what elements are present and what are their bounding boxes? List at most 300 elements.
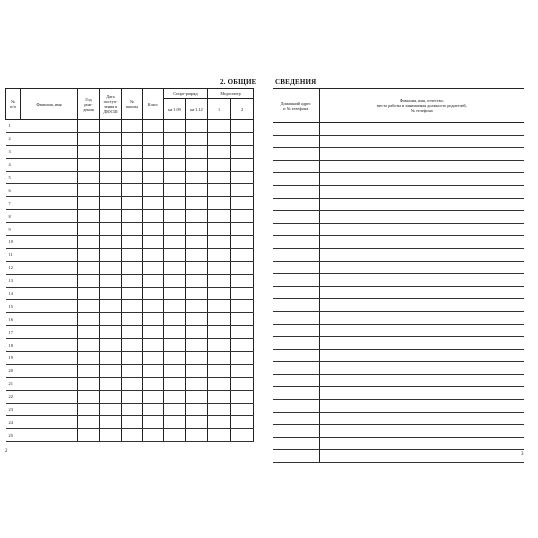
cell-address	[273, 198, 319, 211]
cell-parents	[319, 412, 524, 425]
cell-parents	[319, 123, 524, 136]
table-cell	[208, 145, 231, 158]
table-cell	[122, 210, 143, 223]
table-cell	[78, 132, 100, 145]
table-cell	[231, 300, 254, 313]
page-number-left: 2	[5, 449, 8, 454]
table-cell	[231, 158, 254, 171]
header-parents: Фамилия, имя, отчество, место работы и занимаемая должность родителей, № телефона	[319, 89, 524, 123]
table-cell	[186, 261, 208, 274]
cell-parents	[319, 425, 524, 438]
cell-fio	[21, 326, 78, 339]
cell-address	[273, 374, 319, 387]
table-cell	[208, 210, 231, 223]
table-cell	[231, 364, 254, 377]
cell-address	[273, 412, 319, 425]
table-cell	[186, 377, 208, 390]
table-cell	[231, 197, 254, 210]
table-cell	[122, 300, 143, 313]
table-cell	[143, 236, 164, 249]
table-cell	[122, 236, 143, 249]
table-cell	[208, 171, 231, 184]
table-cell	[78, 403, 100, 416]
table-row	[6, 261, 254, 274]
table-row	[6, 287, 254, 300]
cell-parents	[319, 185, 524, 198]
table-cell	[122, 274, 143, 287]
table-cell	[78, 416, 100, 429]
table-cell	[100, 364, 122, 377]
table-cell	[100, 223, 122, 236]
table-cell	[100, 248, 122, 261]
row-number: 6	[6, 184, 21, 197]
cell-fio	[21, 171, 78, 184]
row-number: 15	[6, 300, 21, 313]
table-cell	[164, 223, 186, 236]
cell-fio	[21, 132, 78, 145]
header-birth-year: Год рож- дения	[78, 89, 100, 120]
table-cell	[186, 326, 208, 339]
table-cell	[122, 352, 143, 365]
table-cell	[143, 197, 164, 210]
table-cell	[186, 145, 208, 158]
table-cell	[231, 184, 254, 197]
table-cell	[164, 197, 186, 210]
row-number: 10	[6, 236, 21, 249]
table-cell	[122, 145, 143, 158]
cell-parents	[319, 223, 524, 236]
cell-parents	[319, 286, 524, 299]
table-cell	[186, 313, 208, 326]
table-cell	[164, 403, 186, 416]
header-school-no: № школы	[122, 89, 143, 120]
table-cell	[143, 352, 164, 365]
cell-address	[273, 160, 319, 173]
cell-address	[273, 123, 319, 136]
table-row	[273, 425, 524, 438]
table-row	[273, 387, 524, 400]
cell-parents	[319, 400, 524, 413]
table-cell	[186, 210, 208, 223]
table-cell	[186, 184, 208, 197]
table-row	[273, 324, 524, 337]
cell-parents	[319, 261, 524, 274]
table-cell	[186, 197, 208, 210]
table-cell	[78, 300, 100, 313]
table-cell	[122, 158, 143, 171]
right-page	[268, 0, 538, 538]
table-cell	[208, 300, 231, 313]
table-cell	[122, 120, 143, 133]
row-number: 24	[6, 416, 21, 429]
header-fio: Фамилия, имя	[21, 89, 78, 120]
table-cell	[208, 132, 231, 145]
table-cell	[186, 223, 208, 236]
table-cell	[143, 184, 164, 197]
table-cell	[122, 403, 143, 416]
cell-address	[273, 286, 319, 299]
row-number: 20	[6, 364, 21, 377]
table-cell	[78, 287, 100, 300]
cell-fio	[21, 352, 78, 365]
row-number: 25	[6, 429, 21, 442]
table-row	[273, 437, 524, 450]
table-cell	[78, 223, 100, 236]
table-cell	[164, 145, 186, 158]
cell-address	[273, 311, 319, 324]
table-row	[273, 236, 524, 249]
cell-parents	[319, 387, 524, 400]
table-row	[6, 390, 254, 403]
table-cell	[231, 210, 254, 223]
table-cell	[100, 274, 122, 287]
cell-fio	[21, 339, 78, 352]
cell-parents	[319, 337, 524, 350]
table-cell	[164, 390, 186, 403]
students-table	[5, 88, 254, 442]
table-cell	[100, 261, 122, 274]
cell-fio	[21, 236, 78, 249]
table-cell	[100, 300, 122, 313]
header-class: Класс	[143, 89, 164, 120]
cell-fio	[21, 390, 78, 403]
table-cell	[100, 145, 122, 158]
table-cell	[164, 364, 186, 377]
cell-address	[273, 349, 319, 362]
table-cell	[78, 313, 100, 326]
cell-fio	[21, 274, 78, 287]
table-cell	[164, 416, 186, 429]
table-cell	[122, 287, 143, 300]
table-cell	[100, 158, 122, 171]
table-cell	[231, 261, 254, 274]
table-cell	[164, 339, 186, 352]
table-row	[6, 352, 254, 365]
table-cell	[78, 184, 100, 197]
table-cell	[100, 416, 122, 429]
cell-parents	[319, 362, 524, 375]
table-row	[6, 364, 254, 377]
table-cell	[208, 352, 231, 365]
cell-address	[273, 211, 319, 224]
table-cell	[78, 236, 100, 249]
table-cell	[100, 403, 122, 416]
page-number-right: 3	[521, 452, 524, 457]
table-cell	[143, 416, 164, 429]
table-row	[273, 211, 524, 224]
cell-parents	[319, 374, 524, 387]
cell-fio	[21, 313, 78, 326]
cell-fio	[21, 287, 78, 300]
table-cell	[143, 300, 164, 313]
table-cell	[186, 339, 208, 352]
table-cell	[100, 210, 122, 223]
cell-fio	[21, 158, 78, 171]
cell-fio	[21, 145, 78, 158]
table-cell	[78, 364, 100, 377]
table-row	[273, 123, 524, 136]
table-cell	[78, 326, 100, 339]
header-med-2: 2	[231, 99, 254, 120]
cell-address	[273, 362, 319, 375]
table-row	[273, 135, 524, 148]
table-cell	[164, 120, 186, 133]
table-cell	[143, 287, 164, 300]
cell-parents	[319, 248, 524, 261]
cell-address	[273, 135, 319, 148]
cell-fio	[21, 377, 78, 390]
table-cell	[100, 184, 122, 197]
table-row	[273, 400, 524, 413]
header-sport-rank: Спорт-разряд	[164, 89, 208, 99]
row-number: 16	[6, 313, 21, 326]
table-cell	[143, 377, 164, 390]
table-cell	[186, 390, 208, 403]
table-row	[6, 274, 254, 287]
cell-address	[273, 437, 319, 450]
table-row	[6, 158, 254, 171]
table-cell	[231, 429, 254, 442]
cell-address	[273, 425, 319, 438]
table-cell	[231, 248, 254, 261]
cell-parents	[319, 211, 524, 224]
table-cell	[186, 352, 208, 365]
table-row	[273, 185, 524, 198]
row-number: 2	[6, 132, 21, 145]
table-cell	[143, 339, 164, 352]
cell-fio	[21, 364, 78, 377]
cell-address	[273, 261, 319, 274]
cell-parents	[319, 349, 524, 362]
cell-fio	[21, 184, 78, 197]
table-row	[273, 286, 524, 299]
table-row	[273, 261, 524, 274]
table-cell	[186, 300, 208, 313]
table-row	[273, 450, 524, 463]
cell-parents	[319, 450, 524, 463]
table-cell	[122, 184, 143, 197]
table-cell	[100, 313, 122, 326]
table-cell	[143, 171, 164, 184]
table-row	[273, 337, 524, 350]
table-cell	[164, 210, 186, 223]
table-cell	[164, 158, 186, 171]
table-cell	[231, 223, 254, 236]
table-row	[273, 311, 524, 324]
table-row	[273, 299, 524, 312]
table-cell	[186, 364, 208, 377]
table-cell	[231, 352, 254, 365]
table-cell	[208, 184, 231, 197]
table-row	[6, 300, 254, 313]
table-cell	[231, 313, 254, 326]
table-cell	[231, 132, 254, 145]
table-cell	[100, 326, 122, 339]
row-number: 14	[6, 287, 21, 300]
row-number: 19	[6, 352, 21, 365]
table-cell	[186, 287, 208, 300]
table-cell	[164, 429, 186, 442]
cell-address	[273, 148, 319, 161]
table-cell	[122, 364, 143, 377]
row-number: 3	[6, 145, 21, 158]
table-cell	[186, 416, 208, 429]
table-cell	[164, 184, 186, 197]
table-cell	[78, 390, 100, 403]
table-row	[6, 210, 254, 223]
table-cell	[208, 377, 231, 390]
table-row	[6, 171, 254, 184]
table-cell	[186, 158, 208, 171]
table-cell	[208, 261, 231, 274]
table-cell	[231, 403, 254, 416]
table-row	[6, 313, 254, 326]
parents-table	[273, 88, 524, 463]
table-cell	[122, 248, 143, 261]
row-number: 5	[6, 171, 21, 184]
table-cell	[231, 274, 254, 287]
table-cell	[122, 429, 143, 442]
row-number: 9	[6, 223, 21, 236]
table-cell	[78, 158, 100, 171]
table-cell	[231, 236, 254, 249]
table-cell	[143, 132, 164, 145]
table-cell	[143, 120, 164, 133]
table-row	[6, 326, 254, 339]
table-cell	[164, 287, 186, 300]
table-cell	[164, 326, 186, 339]
table-row	[6, 197, 254, 210]
table-cell	[122, 171, 143, 184]
cell-parents	[319, 437, 524, 450]
table-row	[273, 148, 524, 161]
table-row	[273, 374, 524, 387]
table-cell	[231, 326, 254, 339]
cell-parents	[319, 311, 524, 324]
table-cell	[143, 261, 164, 274]
row-number: 21	[6, 377, 21, 390]
table-row	[6, 120, 254, 133]
table-cell	[208, 158, 231, 171]
table-cell	[143, 158, 164, 171]
table-cell	[100, 429, 122, 442]
table-cell	[208, 364, 231, 377]
table-cell	[208, 403, 231, 416]
cell-fio	[21, 248, 78, 261]
table-cell	[208, 120, 231, 133]
cell-fio	[21, 261, 78, 274]
table-row	[273, 349, 524, 362]
table-cell	[231, 287, 254, 300]
row-number: 13	[6, 274, 21, 287]
table-cell	[122, 326, 143, 339]
row-number: 23	[6, 403, 21, 416]
table-row	[6, 416, 254, 429]
table-cell	[78, 171, 100, 184]
cell-fio	[21, 210, 78, 223]
table-cell	[164, 313, 186, 326]
table-row	[6, 145, 254, 158]
cell-address	[273, 185, 319, 198]
table-cell	[186, 403, 208, 416]
table-cell	[208, 313, 231, 326]
header-address: Домашний адрес и № телефона	[273, 89, 319, 123]
table-cell	[208, 287, 231, 300]
table-cell	[122, 313, 143, 326]
section-title-left: 2. ОБЩИЕ	[220, 78, 257, 86]
table-cell	[186, 171, 208, 184]
cell-parents	[319, 135, 524, 148]
table-row	[6, 184, 254, 197]
table-cell	[122, 339, 143, 352]
cell-address	[273, 274, 319, 287]
table-cell	[100, 377, 122, 390]
table-cell	[164, 300, 186, 313]
table-row	[6, 429, 254, 442]
table-cell	[231, 145, 254, 158]
table-row	[273, 173, 524, 186]
table-cell	[122, 377, 143, 390]
cell-parents	[319, 160, 524, 173]
cell-address	[273, 236, 319, 249]
table-row	[273, 248, 524, 261]
table-cell	[208, 236, 231, 249]
table-row	[6, 236, 254, 249]
row-number: 11	[6, 248, 21, 261]
table-cell	[78, 377, 100, 390]
table-cell	[186, 132, 208, 145]
table-cell	[208, 274, 231, 287]
table-cell	[122, 223, 143, 236]
cell-fio	[21, 403, 78, 416]
table-row	[273, 412, 524, 425]
table-cell	[143, 313, 164, 326]
table-cell	[186, 236, 208, 249]
row-number: 22	[6, 390, 21, 403]
table-cell	[186, 429, 208, 442]
table-cell	[208, 429, 231, 442]
table-row	[273, 223, 524, 236]
table-cell	[78, 352, 100, 365]
table-row	[6, 132, 254, 145]
table-row	[6, 248, 254, 261]
cell-fio	[21, 197, 78, 210]
header-num: № п/п	[6, 89, 21, 120]
header-medical: Медосмотр	[208, 89, 254, 99]
table-cell	[143, 145, 164, 158]
table-cell	[143, 274, 164, 287]
table-cell	[164, 171, 186, 184]
table-cell	[78, 145, 100, 158]
cell-fio	[21, 223, 78, 236]
table-cell	[143, 248, 164, 261]
table-row	[6, 403, 254, 416]
table-cell	[143, 364, 164, 377]
row-number: 18	[6, 339, 21, 352]
table-cell	[164, 274, 186, 287]
table-cell	[100, 352, 122, 365]
table-cell	[164, 261, 186, 274]
row-number: 4	[6, 158, 21, 171]
cell-parents	[319, 148, 524, 161]
cell-parents	[319, 274, 524, 287]
header-rank-0112: на 1.12	[186, 99, 208, 120]
cell-fio	[21, 416, 78, 429]
table-cell	[78, 429, 100, 442]
table-cell	[164, 236, 186, 249]
row-number: 17	[6, 326, 21, 339]
cell-address	[273, 223, 319, 236]
